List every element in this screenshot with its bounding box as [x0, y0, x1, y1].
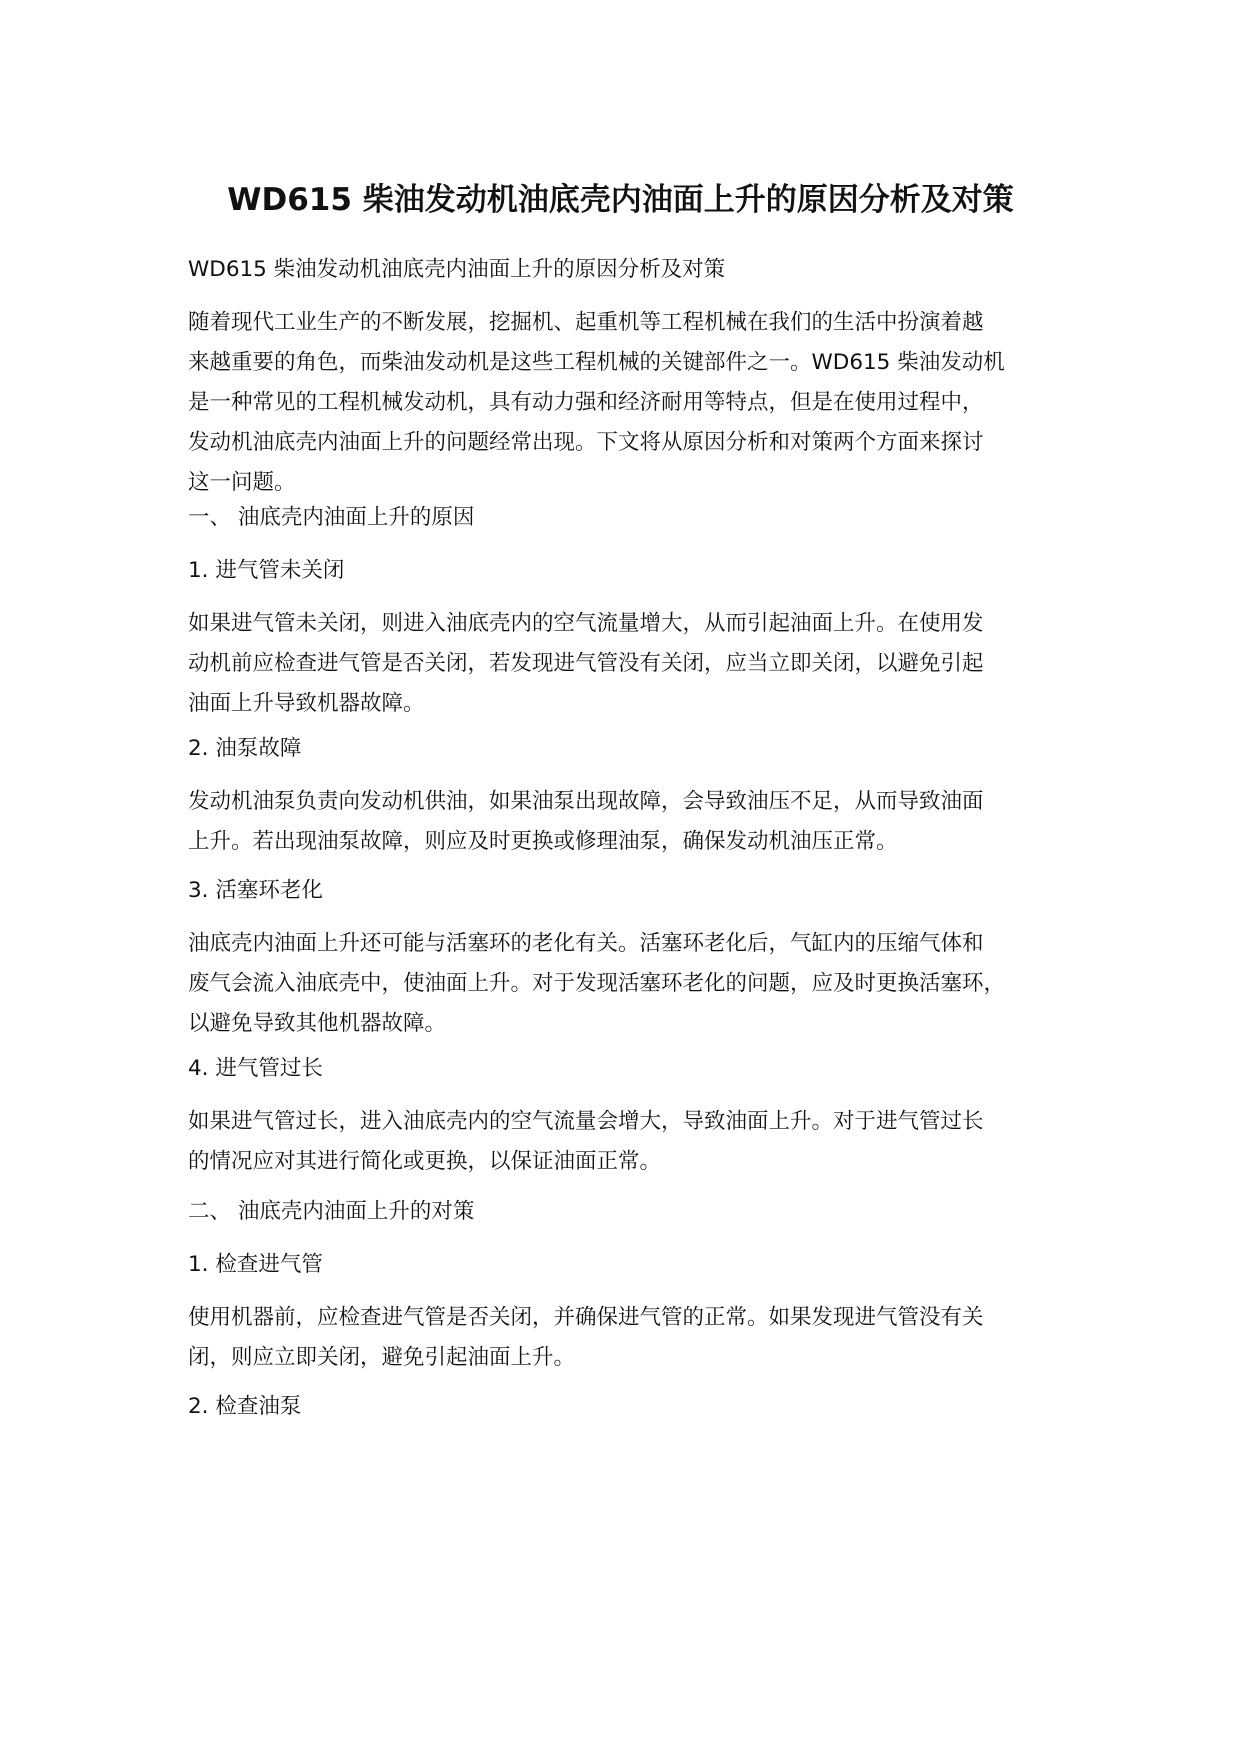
item-paragraph [188, 604, 1068, 724]
paragraph-line: 闭，则应立即关闭，避免引起油面上升。 [188, 1345, 576, 1370]
paragraph-line: 油底壳内油面上升还可能与活塞环的老化有关。活塞环老化后，气缸内的压缩气体和 [188, 931, 984, 956]
paragraph-line: 发动机油泵负责向发动机供油，如果油泵出现故障，会导致油压不足，从而导致油面 [188, 789, 984, 814]
paragraph-line: 使用机器前，应检查进气管是否关闭，并确保进气管的正常。如果发现进气管没有关 [188, 1305, 984, 1330]
paragraph-line: 废气会流入油底壳中，使油面上升。对于发现活塞环老化的问题，应及时更换活塞环， [188, 971, 1006, 996]
intro-paragraph [188, 303, 1068, 503]
item-heading: 1. 进气管未关闭 [188, 558, 345, 583]
item-paragraph [188, 924, 1068, 1044]
paragraph-line: 来越重要的角色，而柴油发动机是这些工程机械的关键部件之一。WD615 柴油发动机 [188, 350, 1005, 375]
item-heading: 3. 活塞环老化 [188, 878, 323, 903]
paragraph-line: 如果进气管过长，进入油底壳内的空气流量会增大，导致油面上升。对于进气管过长 [188, 1109, 984, 1134]
paragraph-line: 油面上升导致机器故障。 [188, 691, 425, 716]
item-heading: 4. 进气管过长 [188, 1056, 323, 1081]
paragraph-line: 是一种常见的工程机械发动机，具有动力强和经济耐用等特点，但是在使用过程中， [188, 390, 984, 415]
document-subtitle: WD615 柴油发动机油底壳内油面上升的原因分析及对策 [188, 257, 726, 282]
paragraph-line: 上升。若出现油泵故障，则应及时更换或修理油泵，确保发动机油压正常。 [188, 829, 898, 854]
paragraph-line: 如果进气管未关闭，则进入油底壳内的空气流量增大，从而引起油面上升。在使用发 [188, 611, 984, 636]
item-paragraph [188, 1298, 1068, 1378]
paragraph-line: 以避免导致其他机器故障。 [188, 1011, 447, 1036]
paragraph-line: 发动机油底壳内油面上升的问题经常出现。下文将从原因分析和对策两个方面来探讨 [188, 430, 984, 455]
paragraph-line: 随着现代工业生产的不断发展，挖掘机、起重机等工程机械在我们的生活中扮演着越 [188, 310, 984, 335]
paragraph-line: 这一问题。 [188, 470, 296, 495]
item-heading: 1. 检查进气管 [188, 1252, 323, 1277]
paragraph-line: 的情况应对其进行简化或更换，以保证油面正常。 [188, 1149, 662, 1174]
item-heading: 2. 油泵故障 [188, 736, 302, 761]
section-heading-causes: 一、 油底壳内油面上升的原因 [188, 505, 475, 530]
document-title: WD615 柴油发动机油底壳内油面上升的原因分析及对策 [227, 182, 1014, 218]
item-paragraph [188, 782, 1068, 862]
item-heading: 2. 检查油泵 [188, 1394, 302, 1419]
section-heading-countermeasures: 二、 油底壳内油面上升的对策 [188, 1199, 475, 1224]
paragraph-line: 动机前应检查进气管是否关闭，若发现进气管没有关闭，应当立即关闭，以避免引起 [188, 651, 984, 676]
item-paragraph [188, 1102, 1068, 1182]
